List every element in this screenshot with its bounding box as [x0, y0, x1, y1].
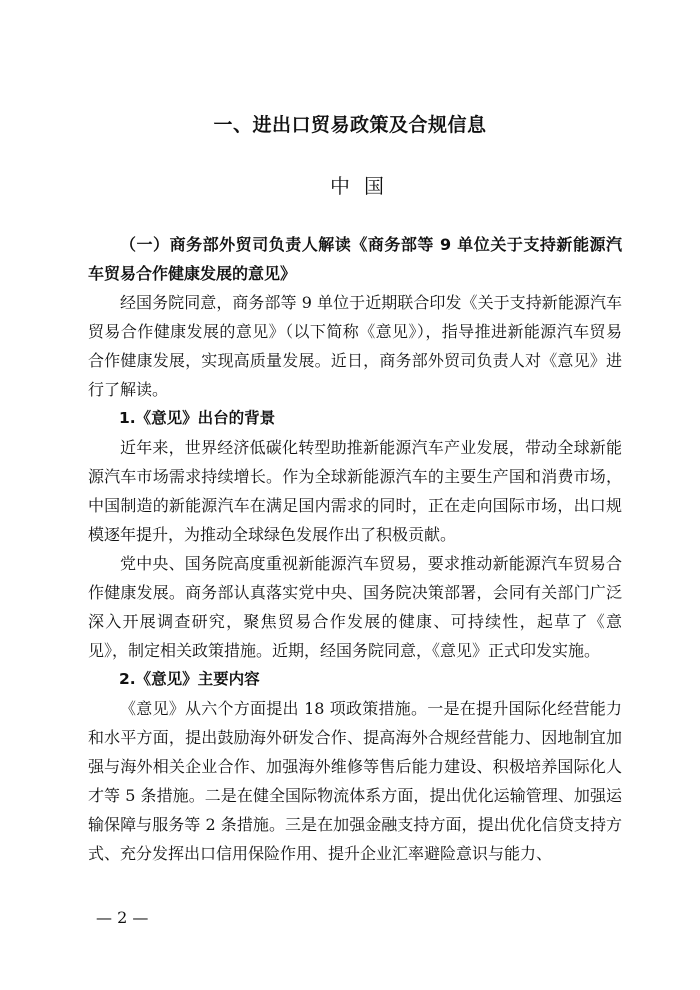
country-heading: 中国: [330, 174, 398, 198]
article-heading: （一）商务部外贸司负责人解读《商务部等 9 单位关于支持新能源汽车贸易合作健康发展的意见》: [88, 235, 622, 283]
section-title: 一、进出口贸易政策及合规信息: [213, 114, 487, 136]
section-heading-main-content: 2.《意见》主要内容: [119, 670, 260, 688]
section-heading-background: 1.《意见》出台的背景: [119, 409, 276, 427]
page-number: — 2 —: [96, 908, 149, 927]
paragraph: 近年来，世界经济低碳化转型助推新能源汽车产业发展，带动全球新能源汽车市场需求持续增长。作为全球新能源汽车的主要生产国和消费市场，中国制造的新能源汽车在满足国内需求的同时，正在走向国际市场，出口规模逐年提升，为推动全球绿色发展作出了积极贡献。: [88, 438, 622, 544]
article-intro: 经国务院同意，商务部等 9 单位于近期联合印发《关于支持新能源汽车贸易合作健康发展的意见》（以下简称《意见》），指导推进新能源汽车贸易合作健康发展，实现高质量发展。近日，商务部外贸司负责人对《意见》进行了解读。: [88, 293, 622, 399]
article-body: [88, 230, 622, 868]
paragraph: 《意见》从六个方面提出 18 项政策措施。一是在提升国际化经营能力和水平方面，提出鼓励海外研发合作、提高海外合规经营能力、因地制宜加强与海外相关企业合作、加强海外维修等售后能力建设、积极培养国际化人才等 5 条措施。二是在健全国际物流体系方面，提出优化运输管理、加强运输保障与服务等 2 条措施。三是在加强金融支持方面，提出优化信贷支持方式、充分发挥出口信用保险作用、提升企业汇率避险意识与能力、: [88, 699, 622, 863]
paragraph: 党中央、国务院高度重视新能源汽车贸易，要求推动新能源汽车贸易合作健康发展。商务部认真落实党中央、国务院决策部署，会同有关部门广泛深入开展调查研究，聚焦贸易合作发展的健康、可持续性，起草了《意见》，制定相关政策措施。近期，经国务院同意，《意见》正式印发实施。: [88, 554, 622, 660]
